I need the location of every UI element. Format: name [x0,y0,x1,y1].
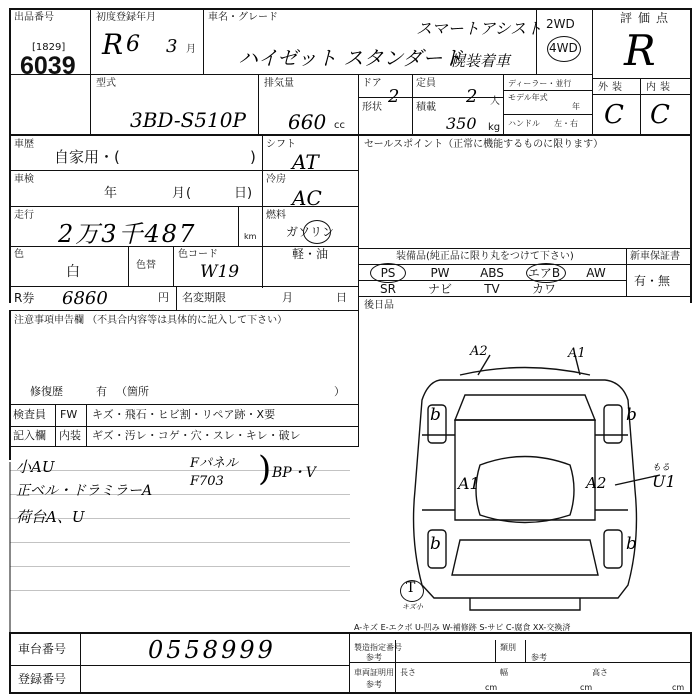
mark-b-front-right: b [626,405,637,425]
shift-label: シフト [266,139,296,150]
model-note: 幌装着車 [450,52,511,70]
eq-abs: ABS [480,266,504,280]
inspector-label-2: 記入欄 [13,429,46,442]
handle-options: 左・右 [554,119,578,128]
mark-a2-top: A2 [470,344,488,359]
chassis-label: 車台番号 [18,642,67,656]
rear-bumper [470,598,580,610]
color-value: 白 [66,264,80,280]
model-year-label: モデル年式 [508,93,548,102]
airbag-circle [526,263,566,283]
color-code-value: W19 [200,262,240,282]
shape-label: 形状 [362,102,382,113]
mark-a1-top: A1 [568,346,586,361]
car-diagram [360,340,690,615]
aircon-value: AC [292,186,322,210]
fuel-option2: 軽・油 [292,247,329,261]
length-unit: cm [485,683,498,692]
load-unit: kg [488,122,501,133]
roof [476,457,574,523]
repair-value: 有 [96,385,107,398]
length-sub: 参考 [366,680,382,689]
fuel-circle [303,220,331,244]
fuel-option1: ガソリン [286,225,335,239]
remark-line-6: BP・V [272,465,316,481]
capacity-unit: 人 [490,96,500,107]
repair-label: 修復歴 [30,385,63,398]
damage-legend: A-キズ E-エクボ U-凹み W-補修跡 S-サビ C-腐食 XX-交換済 [354,623,571,632]
mileage-value: 2万3千487 [58,220,197,248]
chassis-value: 0558999 [148,636,276,664]
cert-label: 製造指定番号 [354,643,402,652]
inspection-open: ( [186,186,192,201]
name-change-label: 名変期限 [182,291,226,304]
height-unit: cm [672,683,685,692]
door-lines [422,435,628,510]
fuel-label: 燃料 [266,210,286,221]
color-change-label: 色替 [136,260,156,271]
length-text: 長さ [400,668,416,677]
back-label: 後日品 [364,300,394,311]
mark-b-rear-left: b [430,534,441,554]
name-change-month: 月 [282,291,293,304]
mark-b-rear-right: b [626,534,637,554]
eq-sr: SR [380,282,396,296]
reg-label: 登録番号 [18,672,67,686]
windshield [455,395,595,420]
doors-value: 2 [388,86,400,107]
type-value: 3BD-S510P [130,108,246,132]
inspection-month: 月 [172,186,186,201]
lot-number: 6039 [20,52,76,80]
repair-close: ） [334,385,345,398]
notes-label: 注意事項申告欄 （不具合内容等は具体的に記入して下さい） [14,315,288,326]
ps-circle [370,263,406,283]
first-reg-label: 初度登録年月 [96,12,156,23]
fw-items: キズ・飛石・ヒビ割・リペア跡・X要 [92,408,276,421]
cert-sub: 参考 [366,653,382,662]
width-unit: cm [580,683,593,692]
eq-leather: カワ [531,282,556,296]
eq-aw: AW [586,266,606,280]
drive-4wd: 4WD [549,41,578,55]
lot-label: 出品番号 [14,12,54,23]
t-note: キズ小 [402,603,423,611]
height-text: 高さ [592,668,608,677]
displacement-value: 660 [288,110,327,134]
recycle-value: 6860 [62,288,108,309]
mileage-unit: km [244,232,257,241]
load-label: 積載 [416,102,436,113]
equipment-row-2 [362,280,570,298]
history-label: 車歴 [14,139,34,150]
eq-ps: PS [380,266,396,280]
eq-navi: ナビ [427,282,452,296]
mark-mo-label: もる [652,463,671,473]
mileage-label: 走行 [14,210,34,221]
remark-line-4: Fパネル [190,456,239,471]
recycle-unit: 円 [158,291,169,304]
handle-label: ハンドル [508,119,540,128]
sales-points-label: セールスポイント（正常に機能するものに限ります） [364,139,604,150]
class-label: 類別 [500,643,516,652]
load-value: 350 [446,114,477,133]
history-value: 自家用・( [54,148,120,166]
exterior-label: 外装 [598,82,626,93]
cabin [455,420,595,520]
remark-line-3: 荷台A、U [16,508,85,526]
interior-label: 内装 [646,82,674,93]
remark-line-2: 正ベル・ドラミラーA [16,483,153,499]
rear-window [452,540,598,575]
first-reg-year: 6 [126,32,140,57]
interior-value: C [650,100,670,130]
remark-brace: ) [258,449,272,489]
t-mark: T [406,580,416,596]
class-sub: 参考 [531,653,547,662]
eq-pw: PW [430,266,450,280]
eq-tv: TV [484,282,500,296]
exterior-value: C [604,100,624,130]
score-value: R [624,26,656,75]
displacement-unit: cc [334,120,345,131]
interior-check-items: ギズ・汚レ・コゲ・穴・スレ・キレ・破レ [92,429,301,442]
history-close: ) [250,148,256,166]
inspector-label-1: 検査員 [13,408,46,421]
model-name: ハイゼット スタンダード [238,46,463,70]
aircon-label: 冷房 [266,174,286,185]
model-label: 車名・グレード [208,12,278,23]
capacity-value: 2 [466,86,478,107]
length-label: 車両証明用 [354,668,394,677]
remark-line-1: 小AU [16,458,55,476]
lot-sub: [1829] [32,42,66,53]
interior-check-label: 内装 [59,429,81,442]
model-grade: スマートアシスト [416,19,543,38]
warranty-value: 有・無 [634,274,671,288]
shift-value: AT [292,150,319,174]
mark-u1-right: U1 [652,472,676,491]
displacement-label: 排気量 [264,78,294,89]
drive-2wd: 2WD [546,17,575,31]
doors-label: ドア [362,78,382,89]
first-reg-month: 3 [166,36,178,57]
mark-a1-left: A1 [458,474,480,493]
inspection-day: 日) [234,186,253,201]
inspection-year: 年 [104,186,118,201]
wheel-front-right [604,405,622,443]
first-reg-month-unit: 月 [186,44,196,55]
repair-open: （箇所 [116,385,149,398]
fw-label: FW [60,408,78,421]
dealer-label: ディーラー・並行 [508,79,572,88]
type-label: 型式 [96,78,116,89]
recycle-label: R券 [14,291,35,305]
equipment-label: 装備品(純正品に限り丸をつけて下さい) [396,251,574,262]
color-label: 色 [14,249,24,260]
score-label: 評価点 [620,11,675,25]
first-reg-era: R [102,28,124,61]
mark-b-front-left: b [430,405,441,425]
warranty-label: 新車保証書 [630,251,680,262]
model-year-unit: 年 [572,102,580,111]
width-text: 幅 [500,668,508,677]
eq-airbag: エアB [527,266,561,280]
wheel-rear-right [604,530,622,568]
capacity-label: 定員 [416,78,436,89]
name-change-day: 日 [336,291,347,304]
remark-line-5: F703 [190,474,224,489]
inspection-label: 車検 [14,174,34,185]
mark-a2-right: A2 [586,474,607,492]
color-code-label: 色コード [178,249,218,260]
